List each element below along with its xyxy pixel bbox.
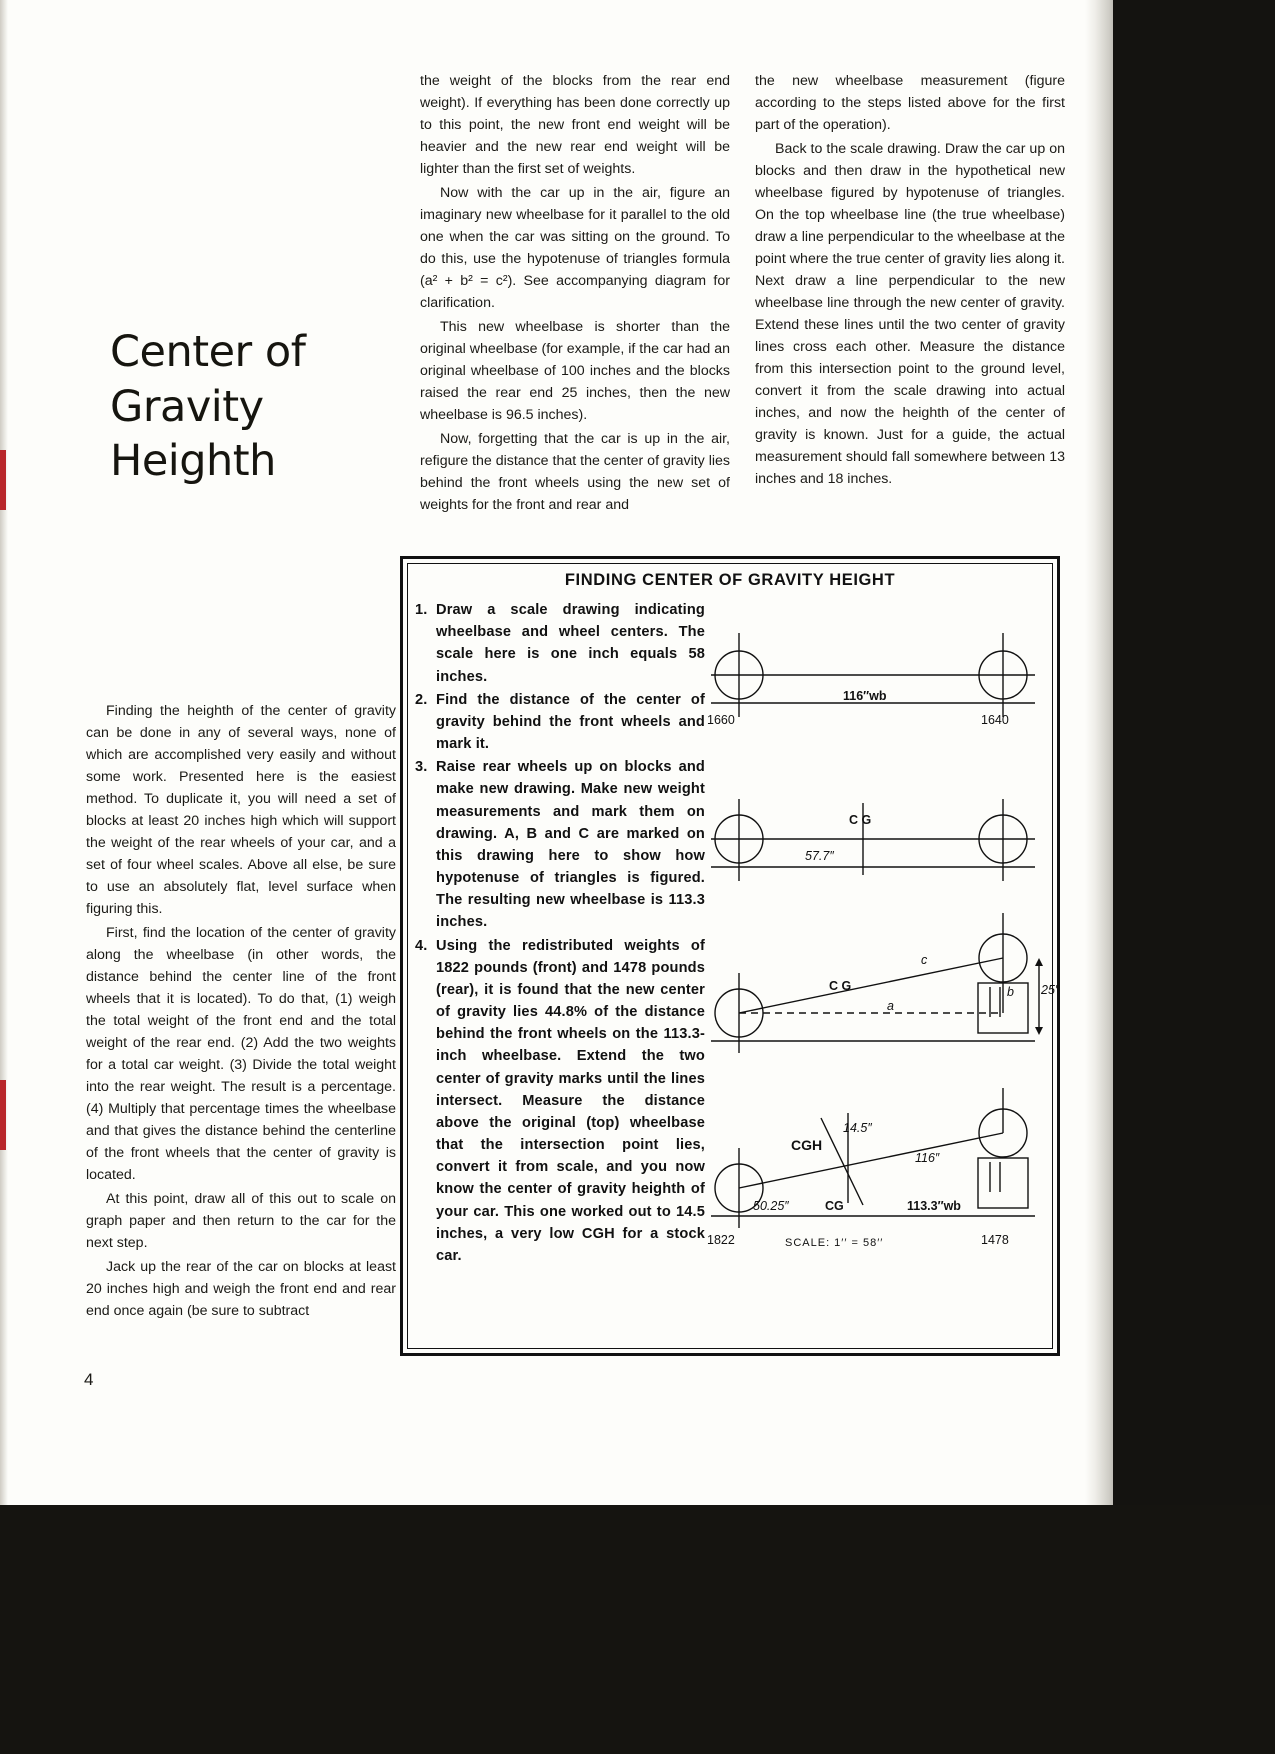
label-hypotenuse-c: c — [921, 953, 928, 967]
label-rear-weight-4: 1478 — [981, 1233, 1009, 1247]
label-wheelbase-4: 113.3″wb — [907, 1199, 961, 1213]
label-side-b: b — [1007, 985, 1014, 999]
body-column-right — [755, 70, 1065, 492]
figure-box — [400, 556, 1060, 1356]
paragraph: Jack up the rear of the car on blocks at least 20 inches high and weigh the front end and rear end once again (be sure to subtract — [86, 1259, 396, 1319]
figure-step — [415, 935, 705, 1268]
background-right — [1113, 0, 1275, 1754]
page-left-edge — [0, 0, 8, 1505]
figure-step — [415, 689, 705, 756]
figure-step — [415, 599, 705, 688]
label-cgh: CGH — [791, 1137, 823, 1153]
page-title — [110, 325, 400, 489]
step-number: 1. — [415, 602, 428, 618]
label-cg-distance-2: 57.7″ — [805, 849, 834, 863]
label-scale: SCALE: 1′′ = 58′′ — [785, 1237, 884, 1249]
label-side-a: a — [887, 999, 894, 1013]
paragraph: Finding the heighth of the center of gravity can be done in any of several ways, none of which are accomplished very easily and without some work. Presented here is the easiest method. To duplicate it, you will need a set of blocks at least 20 inches high which will support the weight of the rear wheels of your car, and a set of four wheel scales. Above all else, be sure to use an absolutely flat, level surface when figuring this. — [86, 703, 396, 917]
paragraph: the new wheelbase measurement (figure according to the steps listed above for the first part of the operation). — [755, 73, 1065, 133]
step-number: 4. — [415, 937, 428, 954]
paragraph: This new wheelbase is shorter than the original wheelbase (for example, if the car had an original wheelbase of 100 inches and the blocks raised the rear end 25 inches, then the new wheelbase is 96.5 inches). — [420, 319, 730, 423]
body-column-left — [86, 700, 396, 1324]
figure-title: FINDING CENTER OF GRAVITY HEIGHT — [564, 571, 896, 589]
title-line-1: Center of — [110, 327, 306, 377]
figure-diagrams — [703, 613, 1060, 1329]
title-line-3: Heighth — [110, 436, 276, 487]
label-cg-distance-4: 50.25″ — [753, 1199, 789, 1213]
title-line-2: Gravity — [110, 381, 264, 432]
step-number: 2. — [415, 691, 428, 708]
label-cgh-value: 14.5″ — [843, 1121, 872, 1135]
red-edge-mark-1 — [0, 450, 6, 510]
red-edge-mark-2 — [0, 1080, 6, 1150]
paragraph: Back to the scale drawing. Draw the car up on blocks and then draw in the hypothetical new wheelbase figured by hypotenuse of triangles. On the top wheelbase line (the true wheelbase) draw a line perpendicular to the wheelbase at the point where the true center of gravity lies along it. Next draw a line perpendicular to the new wheelbase line through the new center of gravity. Extend these lines until the two center of gravity lines cross each other. Measure the distance from this intersection point to the ground level, convert it from the scale drawing into actual inches, and now the heighth of the center of gravity is known. Just for a guide, the actual measurement should fall somewhere between 13 inches and 18 inches. — [755, 141, 1065, 487]
label-block-height: 25″ — [1041, 983, 1060, 997]
step-text: Draw a scale drawing indicating wheelbase and wheel centers. The scale here is one inch equals 58 inches. — [436, 602, 705, 685]
label-cg-4: CG — [825, 1199, 844, 1213]
label-hypotenuse-4: 116″ — [915, 1151, 940, 1165]
label-front-weight-1: 1660 — [707, 713, 735, 727]
page-number: 4 — [84, 1370, 94, 1389]
label-front-weight-4: 1822 — [707, 1233, 735, 1247]
paragraph: Now with the car up in the air, figure an imaginary new wheelbase for it parallel to the old one when the car was sitting on the ground. To do this, use the hypotenuse of triangles formula (a² + b² = c²). See accompanying diagram for clarification. — [420, 185, 730, 311]
label-cg-2: C G — [849, 813, 872, 827]
body-column-middle — [420, 70, 730, 518]
step-text: Using the redistributed weights of 1822 pounds (front) and 1478 pounds (rear), it is found that the new center of gravity lies 44.8% of the distance behind the front wheels on the 113.3-inch wheelbase. Extend the two center of gravity marks until the lines intersect. Measure the distance above the original (top) wheelbase that the intersection point lies, convert it from scale, and you now know the center of gravity heighth of your car. This one worked out to 14.5 inches, a very low CGH for a stock car. — [436, 937, 705, 1264]
paragraph: First, find the location of the center of gravity along the wheelbase (in other words, the distance behind the center line of the front wheels that it is located). To do that, (1) weigh the total weight of the front end and the total weight of the rear end. (2) Add the two weights for a total car weight. (3) Divide the total weight into the rear weight. The result is a percentage. (4) Multiply that percentage times the wheelbase and that gives the distance behind the centerline of the front wheels that the center of gravity is located. — [86, 925, 396, 1183]
label-rear-weight-1: 1640 — [981, 713, 1009, 727]
step-number: 3. — [415, 759, 428, 776]
paragraph: Now, forgetting that the car is up in the air, refigure the distance that the center of gravity lies behind the front wheels using the new set of weights for the front and rear and — [420, 431, 730, 513]
figure-steps-list — [415, 599, 705, 1268]
paragraph: At this point, draw all of this out to scale on graph paper and then return to the car for the next step. — [86, 1191, 396, 1251]
paragraph: the weight of the blocks from the rear end weight). If everything has been done correctly up to this point, the new front end weight will be heavier and the new rear end weight will be lighter than the first set of weights. — [420, 73, 730, 177]
step-text: Find the distance of the center of gravity behind the front wheels and mark it. — [436, 691, 705, 753]
figure-step — [415, 756, 705, 933]
background-bottom — [0, 1505, 1275, 1754]
step-text: Raise rear wheels up on blocks and make new drawing. Make new weight measurements and mark them on drawing. A, B and C are marked on this drawing here to show how hypotenuse of triangles is figured. The resulting new wheelbase is 113.3 inches. — [436, 759, 705, 931]
label-wheelbase-1: 116″wb — [843, 689, 887, 703]
label-cg-3: C G — [829, 979, 852, 993]
